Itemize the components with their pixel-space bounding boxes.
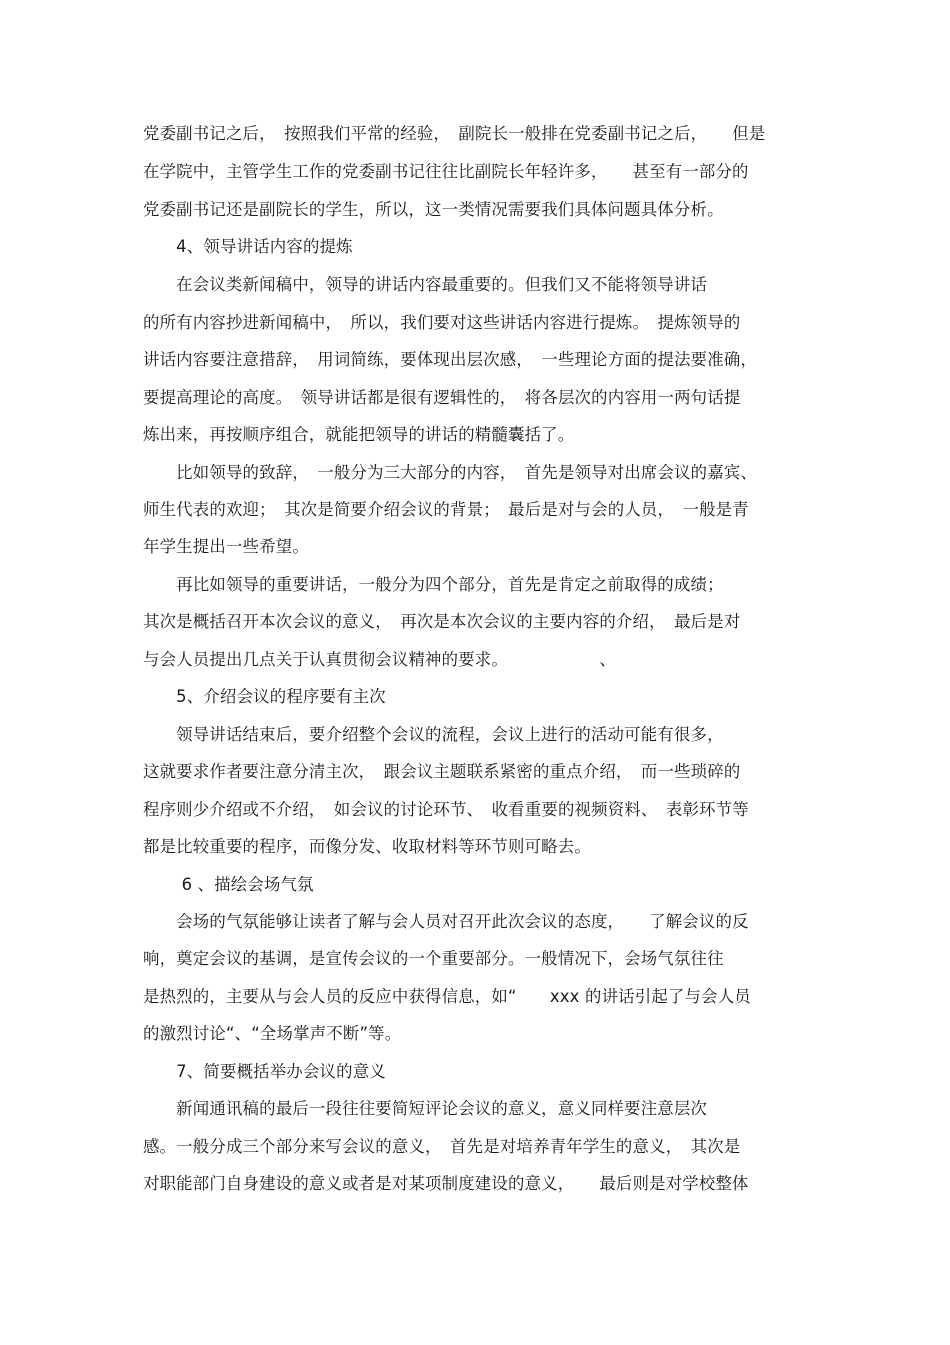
text-line: 再比如领导的重要讲话，一般分为四个部分，首先是肯定之前取得的成绩； [143,575,724,594]
text-line: 在学院中，主管学生工作的党委副书记往往比副院长年轻许多， 甚至有一部分的 [143,162,749,181]
text-line: 会场的气氛能够让读者了解与会人员对召开此次会议的态度， 了解会议的反 [143,912,749,931]
text-line: 这就要求作者要注意分清主次， 跟会议主题联系紧密的重点介绍， 而一些琐碎的 [143,762,741,781]
section-heading: 7、简要概括举办会议的意义 [143,1062,386,1081]
text-line: 程序则少介绍或不介绍， 如会议的讨论环节、 收看重要的视频资料、 表彰环节等 [143,800,749,819]
text-line: 对职能部门自身建设的意义或者是对某项制度建设的意义， 最后则是对学校整体 [143,1174,749,1193]
text-line: 其次是概括召开本次会议的意义， 再次是本次会议的主要内容的介绍， 最后是对 [143,612,741,631]
text-line: 比如领导的致辞， 一般分为三大部分的内容， 首先是领导对出席会议的嘉宾、 [143,463,758,482]
text-line: 炼出来，再按顺序组合，就能把领导的讲话的精髓囊括了。 [143,425,575,444]
text-line: 讲话内容要注意措辞， 用词简练，要体现出层次感， 一些理论方面的提法要准确， [143,350,758,369]
section-heading: 4、领导讲话内容的提炼 [143,237,353,256]
text-line: 的所有内容抄进新闻稿中， 所以，我们要对这些讲话内容进行提炼。 提炼领导的 [143,313,741,332]
text-line: 新闻通讯稿的最后一段往往要简短评论会议的意义，意义同样要注意层次 [143,1099,708,1118]
section-heading: 6 、描绘会场气氛 [143,875,314,894]
text-line: 要提高理论的高度。 领导讲话都是很有逻辑性的， 将各层次的内容用一两句话提 [143,388,741,407]
text-line: 领导讲话结束后，要介绍整个会议的流程，会议上进行的活动可能有很多， [143,725,724,744]
text-line: 都是比较重要的程序，而像分发、收取材料等环节则可略去。 [143,837,591,856]
text-line: 党委副书记还是副院长的学生，所以，这一类情况需要我们具体问题具体分析。 [143,200,724,219]
text-line: 在会议类新闻稿中，领导的讲话内容最重要的。但我们又不能将领导讲话 [143,275,708,294]
text-line: 党委副书记之后， 按照我们平常的经验， 副院长一般排在党委副书记之后， 但是 [143,124,766,143]
text-line: 师生代表的欢迎； 其次是简要介绍会议的背景； 最后是对与会的人员， 一般是青 [143,500,749,519]
text-line: 是热烈的，主要从与会人员的反应中获得信息，如“ xxx 的讲话引起了与会人员 [143,987,751,1006]
text-line: 感。一般分成三个部分来写会议的意义， 首先是对培养青年学生的意义， 其次是 [143,1137,741,1156]
text-line: 年学生提出一些希望。 [143,537,309,556]
section-heading: 5、介绍会议的程序要有主次 [143,687,386,706]
text-line: 响，奠定会议的基调，是宣传会议的一个重要部分。一般情况下，会场气氛往往 [143,949,724,968]
text-line: 与会人员提出几点关于认真贯彻会议精神的要求。 、 [143,650,616,669]
text-line: 的激烈讨论“、“全场掌声不断”等。 [143,1024,402,1043]
